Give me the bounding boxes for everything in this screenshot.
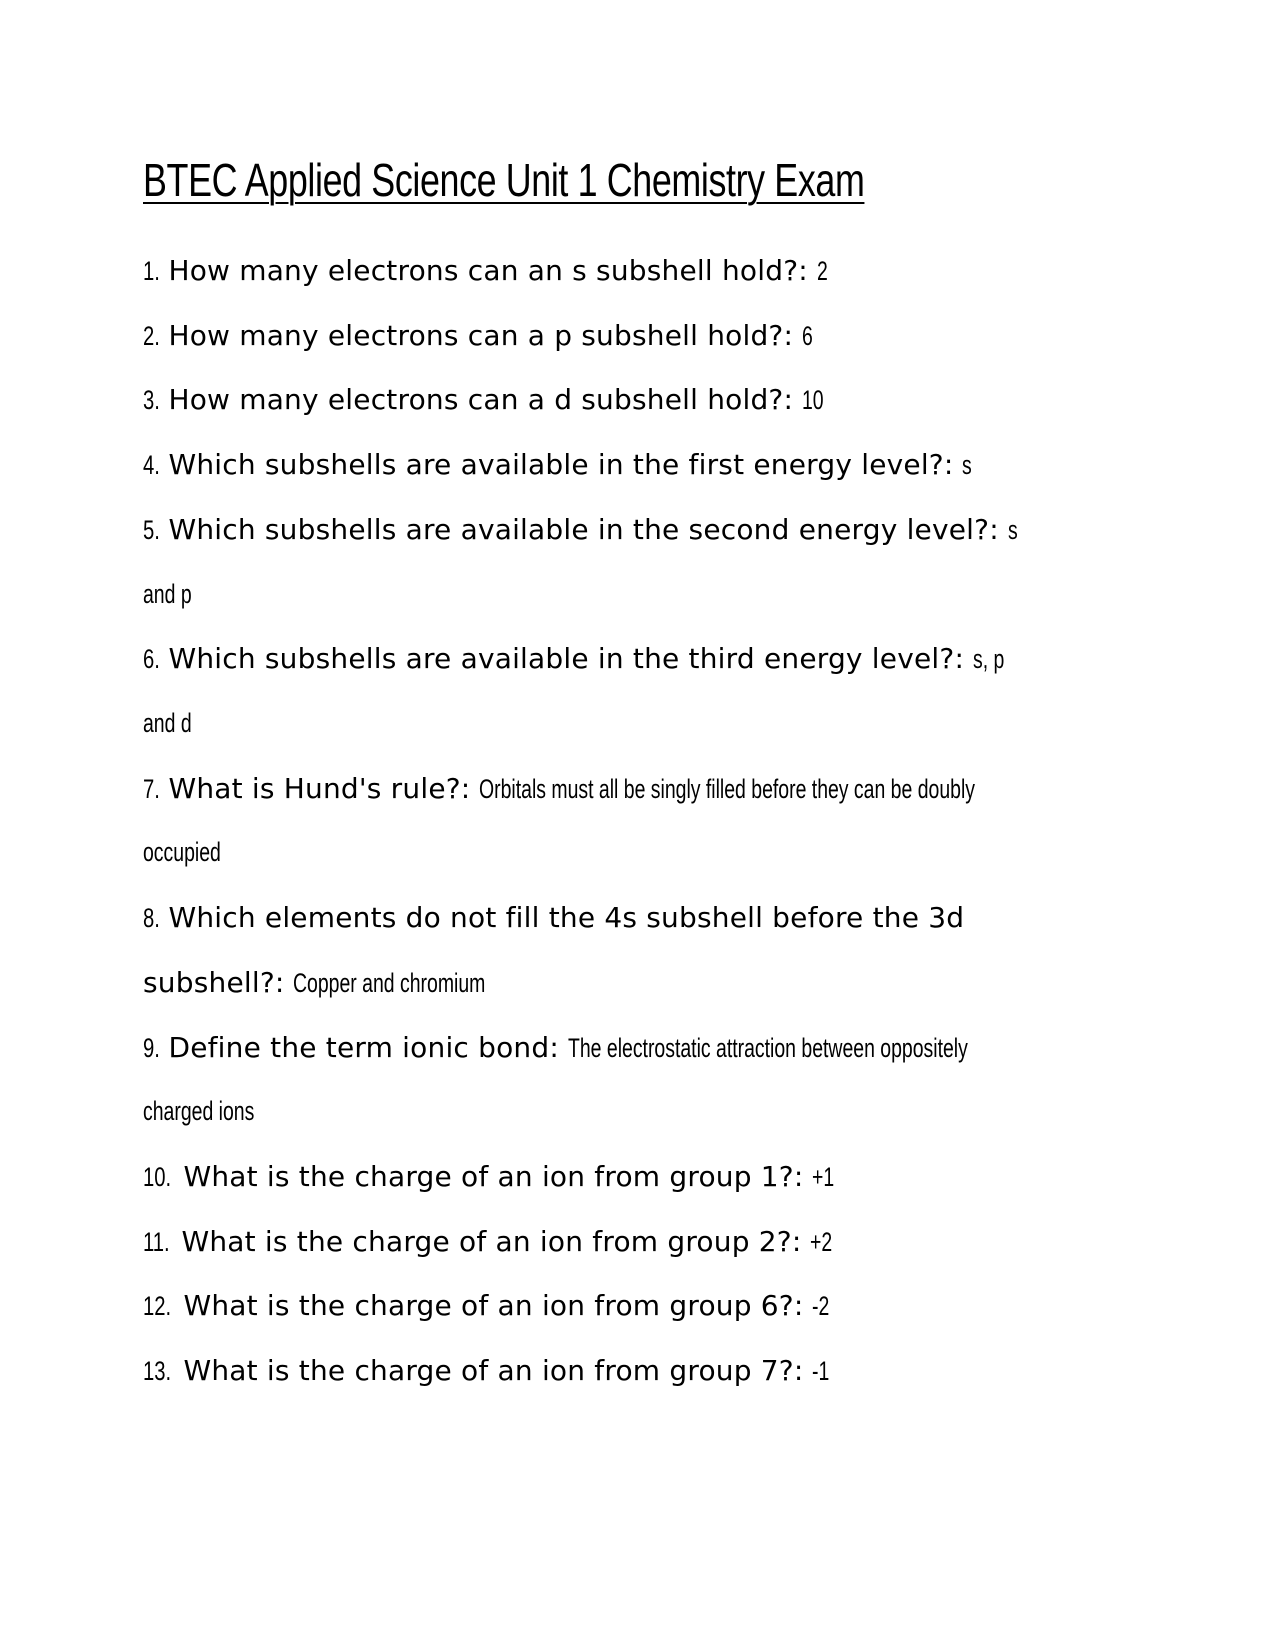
question-text: Which elements do not fill the 4s subshell before the 3d (168, 901, 965, 934)
question-item (143, 885, 1123, 951)
question-number: 10. (143, 1162, 172, 1192)
answer-text: -2 (812, 1291, 830, 1321)
question-number: 11. (143, 1227, 170, 1257)
question-number: 1. (143, 256, 160, 286)
answer-text: +2 (810, 1227, 833, 1257)
question-item (143, 238, 1123, 304)
question-number: 3. (143, 385, 160, 415)
question-text: How many electrons can an s subshell hold?: (168, 254, 808, 287)
answer-text: The electrostatic attraction between oppositely (567, 1033, 968, 1063)
question-text: Which subshells are available in the third energy level?: (168, 642, 965, 675)
question-item (143, 303, 1123, 369)
question-item (143, 1015, 1123, 1081)
question-text: Define the term ionic bond: (168, 1031, 559, 1064)
question-item (143, 1144, 1123, 1210)
answer-text: Copper and chromium (293, 968, 486, 998)
answer-continuation: occupied (143, 837, 221, 867)
question-text: What is Hund's rule?: (168, 772, 471, 805)
question-number: 12. (143, 1291, 172, 1321)
question-number: 13. (143, 1356, 172, 1386)
question-text: What is the charge of an ion from group 1?: (183, 1160, 804, 1193)
answer-continuation: charged ions (143, 1096, 255, 1126)
answer-text: 6 (802, 321, 813, 351)
question-text: Which subshells are available in the second energy level?: (168, 513, 999, 546)
question-number: 6. (143, 644, 160, 674)
answer-text: s (1007, 515, 1018, 545)
question-number: 8. (143, 903, 160, 933)
answer-text: 2 (816, 256, 828, 286)
answer-text: s (962, 450, 973, 480)
question-number: 4. (143, 450, 160, 480)
question-number: 9. (143, 1033, 160, 1063)
question-number: 5. (143, 515, 160, 545)
answer-text: +1 (812, 1162, 835, 1192)
question-item (143, 367, 1123, 433)
question-text: What is the charge of an ion from group 2?: (181, 1225, 802, 1258)
answer-continuation: and p (143, 579, 192, 609)
answer-text: -1 (812, 1356, 830, 1386)
answer-continuation: and d (143, 708, 192, 738)
answer-text: 10 (802, 385, 824, 415)
question-text: How many electrons can a d subshell hold?: (168, 383, 794, 416)
question-item (143, 626, 1123, 692)
question-item (143, 497, 1123, 563)
question-text: Which subshells are available in the first energy level?: (168, 448, 954, 481)
answer-text: Orbitals must all be singly filled before they can be doubly (479, 774, 976, 804)
question-text: What is the charge of an ion from group 7?: (183, 1354, 804, 1387)
question-item (143, 756, 1123, 822)
question-text: What is the charge of an ion from group 6?: (183, 1289, 804, 1322)
question-item (143, 1209, 1123, 1275)
question-item (143, 1338, 1123, 1404)
answer-text: s, p (973, 644, 1005, 674)
question-text: How many electrons can a p subshell hold?: (168, 319, 794, 352)
question-number: 2. (143, 321, 160, 351)
page-title: BTEC Applied Science Unit 1 Chemistry Exam (143, 154, 865, 206)
question-number: 7. (143, 774, 160, 804)
question-item (143, 432, 1123, 498)
question-item (143, 1273, 1123, 1339)
question-text-continuation: subshell?: (143, 966, 285, 999)
question-continuation (143, 950, 1123, 1016)
